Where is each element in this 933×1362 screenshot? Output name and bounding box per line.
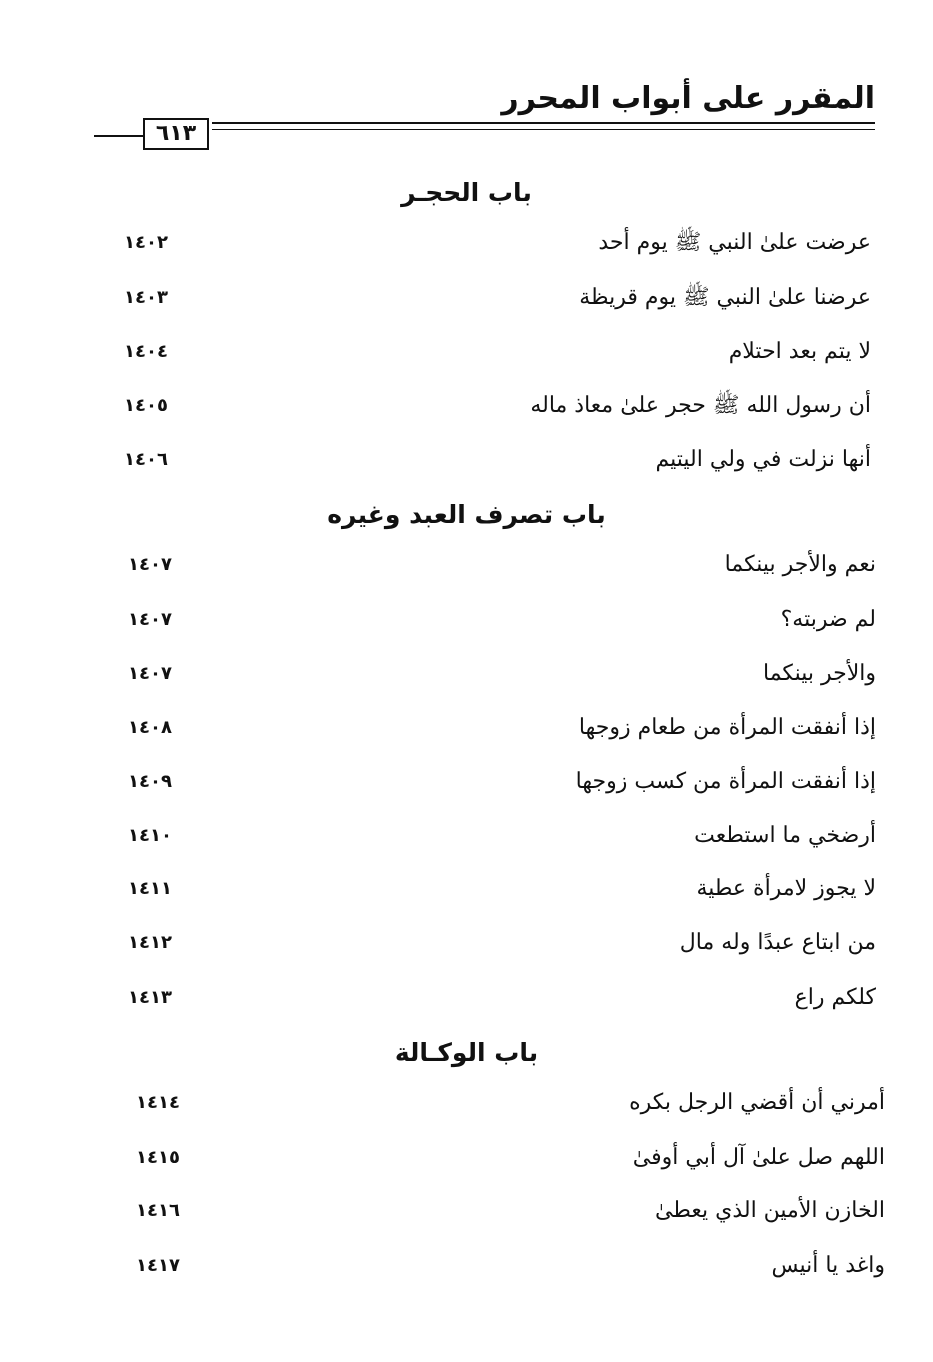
index-entry [0,280,933,316]
entry-number: ١٤١٣ [128,987,172,1008]
index-entry [0,442,933,478]
entry-number: ١٤٠٧ [128,663,172,684]
entry-number: ١٤٠٨ [128,717,172,738]
index-entry [0,710,933,746]
index-entry [0,764,933,800]
entry-text: أن رسول الله ﷺ حجر علىٰ معاذ ماله [530,393,871,418]
index-entry [0,602,933,638]
entry-text: من ابتاع عبدًا وله مال [679,930,876,955]
entry-text: إذا أنفقت المرأة من طعام زوجها [578,715,876,740]
entry-number: ١٤٠٥ [124,395,168,416]
index-entry [0,1193,933,1229]
header-rule-top [212,122,875,124]
entry-text: لا يجوز لامرأة عطية [696,876,876,901]
entry-number: ١٤٠٧ [128,554,172,575]
index-entry [0,871,933,907]
entry-text: إذا أنفقت المرأة من كسب زوجها [575,769,876,794]
entry-text: أمرني أن أقضي الرجل بكره [629,1090,885,1115]
index-entry [0,547,933,583]
index-entry [0,1085,933,1121]
entry-number: ١٤٠٧ [128,609,172,630]
entry-text: الخازن الأمين الذي يعطىٰ [654,1198,885,1223]
entry-number: ١٤١٥ [136,1147,180,1168]
entry-text: نعم والأجر بينكما [724,552,876,577]
index-entry [0,656,933,692]
index-entry [0,818,933,854]
entry-number: ١٤١٦ [136,1200,180,1221]
index-entry [0,388,933,424]
entry-text: والأجر بينكما [763,661,876,686]
entry-text: لا يتم بعد احتلام [728,339,871,364]
entry-text: أنها نزلت في ولي اليتيم [655,447,871,472]
entry-number: ١٤١٢ [128,932,172,953]
index-entry [0,980,933,1016]
running-header-title: المقرر على أبواب المحرر [501,81,875,116]
entry-number: ١٤١١ [128,878,172,899]
entry-number: ١٤٠٦ [124,449,168,470]
entry-number: ١٤٠٣ [124,287,168,308]
entry-number: ١٤١٤ [136,1092,180,1113]
index-entry [0,334,933,370]
entry-number: ١٤١٠ [128,825,172,846]
entry-number: ١٤٠٤ [124,341,168,362]
section-title-hajr: باب الحجـر [401,178,532,207]
entry-text: كلكم راع [794,985,876,1010]
entry-number: ١٤١٧ [136,1255,180,1276]
index-entry [0,1248,933,1284]
entry-text: أرضخي ما استطعت [694,823,876,848]
index-entry [0,1140,933,1176]
index-entry [0,225,933,261]
header-rule-left [94,135,144,137]
entry-text: اللهم صل علىٰ آل أبي أوفىٰ [632,1145,885,1170]
header-rule-bottom [212,129,875,130]
section-title-agency: باب الوكـالة [394,1038,539,1067]
index-entry [0,925,933,961]
entry-text: عرضت علىٰ النبي ﷺ يوم أحد [598,230,871,255]
entry-number: ١٤٠٩ [128,771,172,792]
entry-number: ١٤٠٢ [124,232,168,253]
entry-text: لم ضربته؟ [780,607,876,632]
page-number: ٦١٣ [143,118,209,150]
section-title-slave-dealings: باب تصرف العبد وغيره [327,500,606,529]
entry-text: عرضنا علىٰ النبي ﷺ يوم قريظة [579,285,871,310]
entry-text: واغد يا أنيس [771,1253,885,1278]
